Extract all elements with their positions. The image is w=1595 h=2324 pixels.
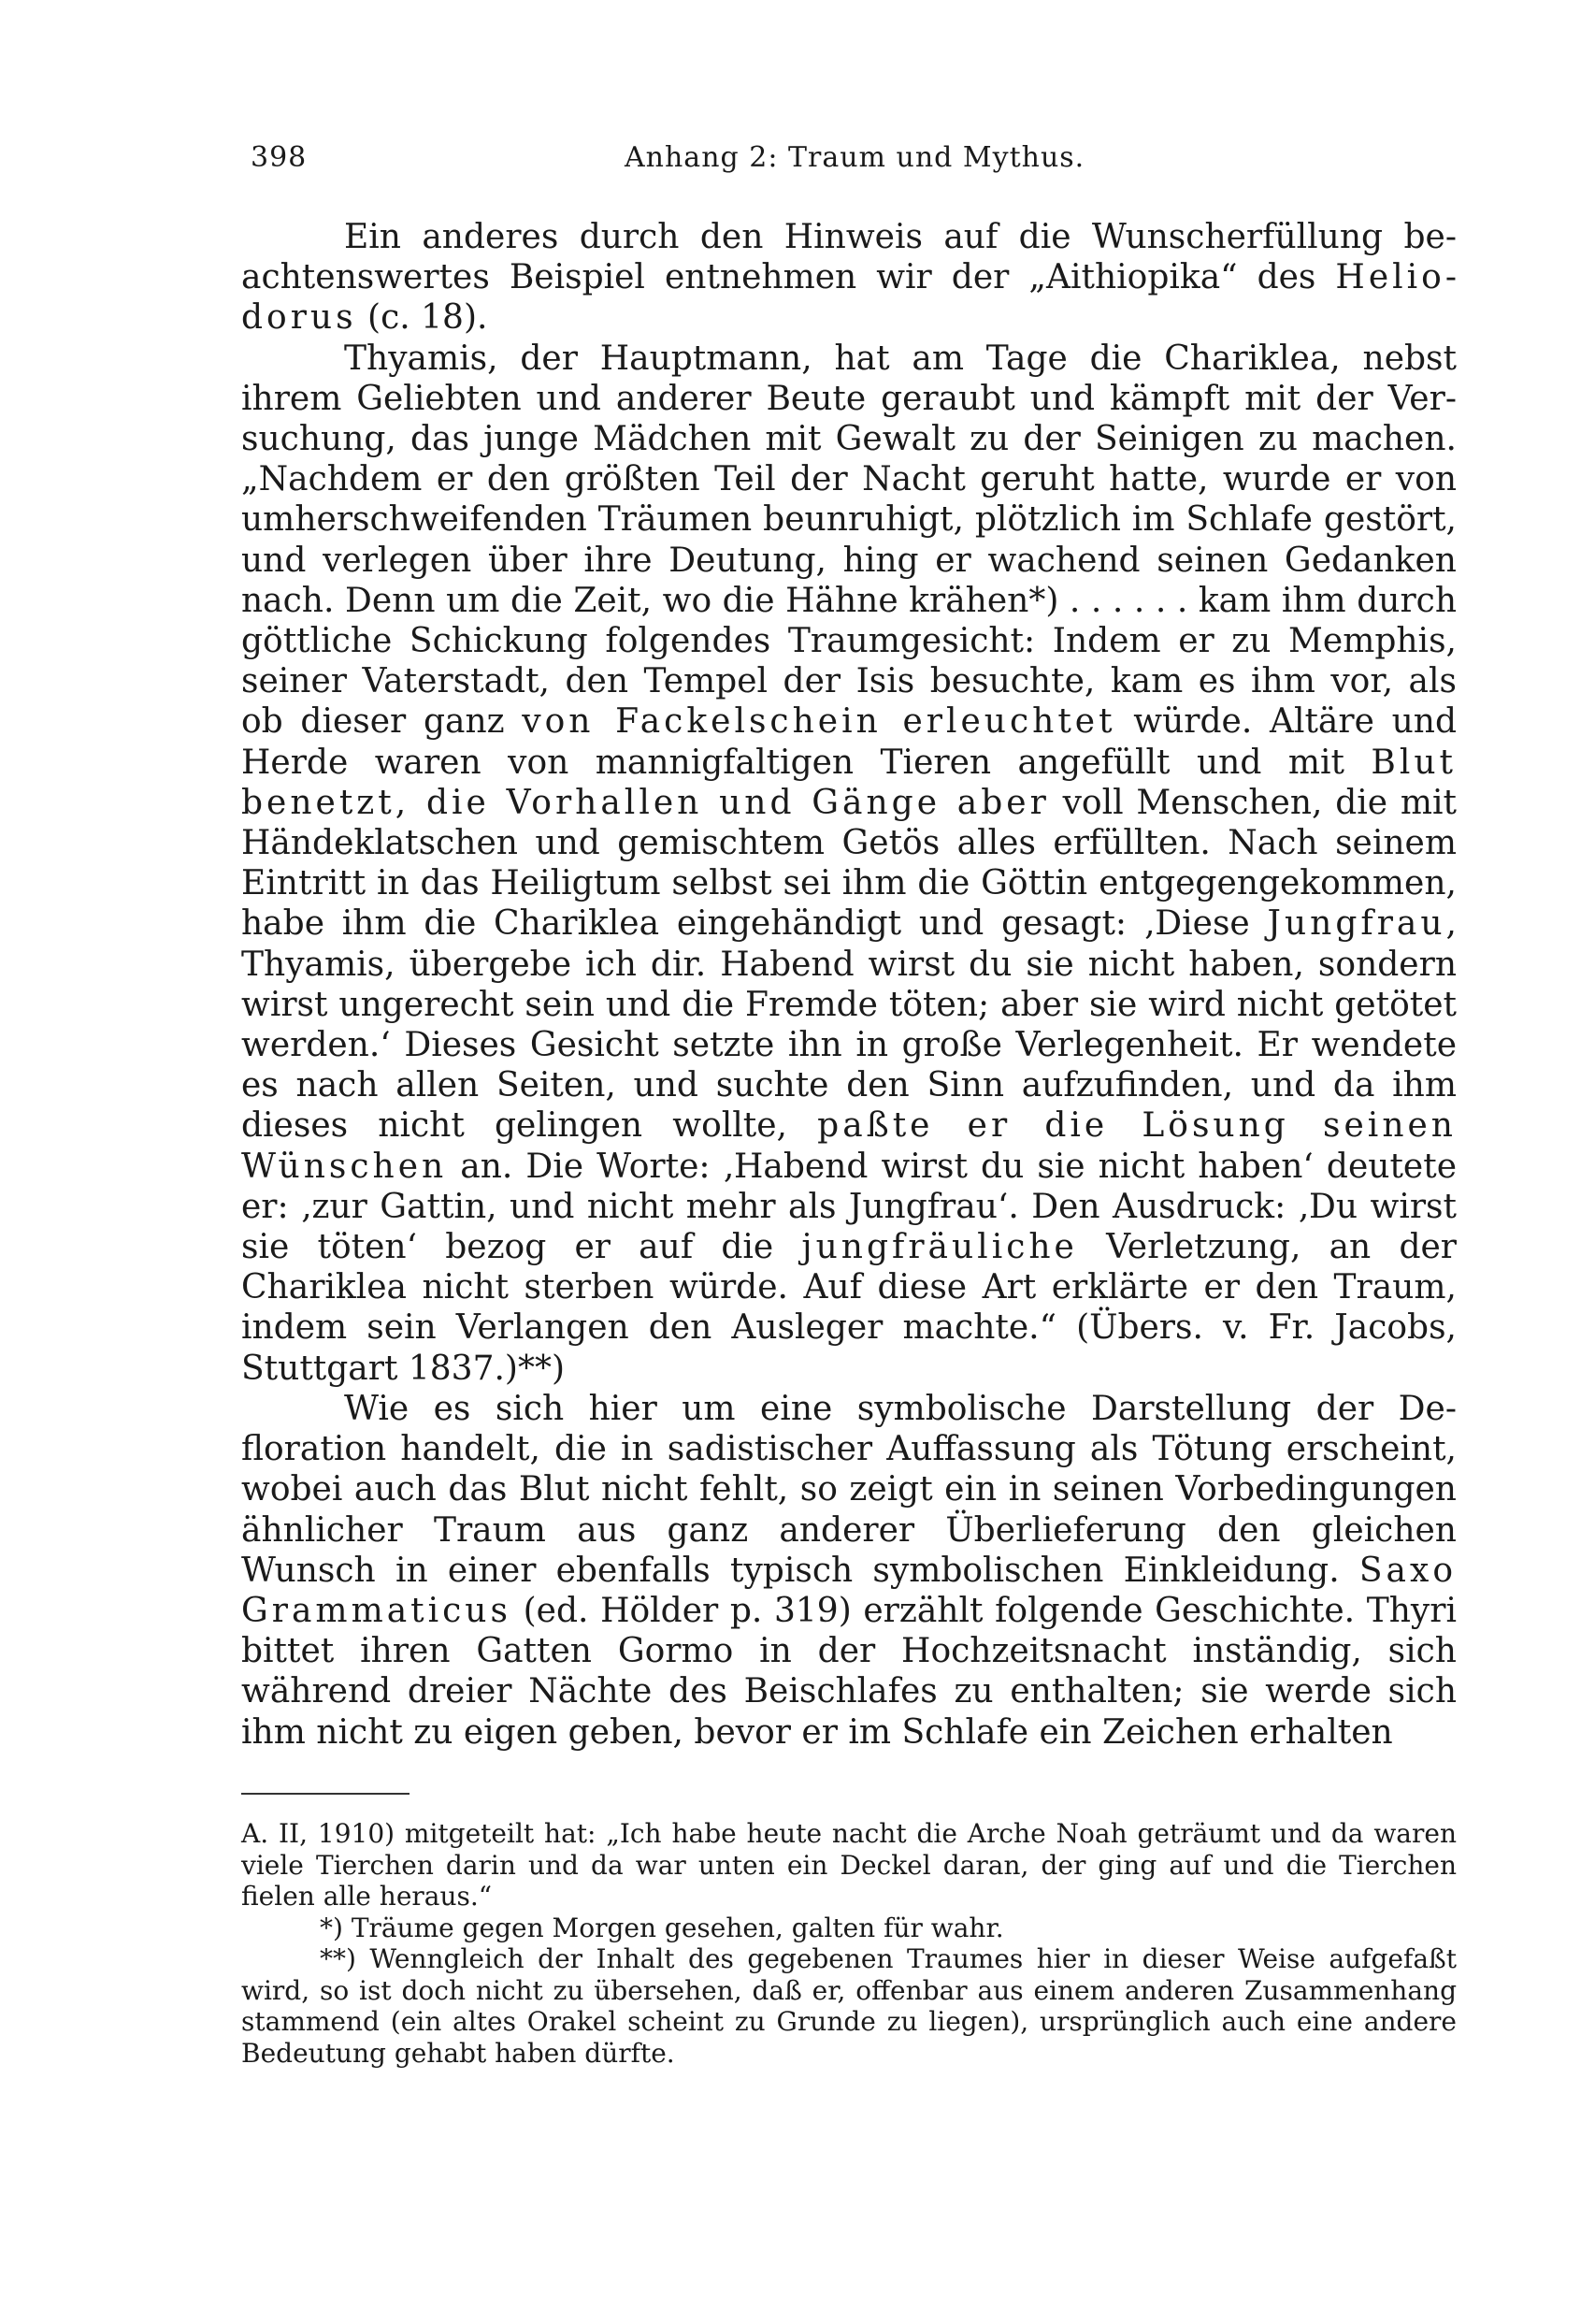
footnote-continuation: A. II, 1910) mitgeteilt hat: „Ich habe heute nacht die Arche Noah geträumt und da waren viele Tierchen darin und da war unten ein Deckel daran, der ging auf und die Tierchen fielen alle heraus.“	[241, 1818, 1457, 1912]
text-run: (c. 18).	[356, 298, 488, 338]
footnote-rule	[241, 1793, 410, 1795]
spaced-emphasis: Blut benetzt, die Vorhallen und Gänge aber	[241, 743, 1457, 822]
text-run: , Thyamis, übergebe ich dir. Habend wirst du sie nicht haben, sondern wirst ungerecht sein und die Fremde töten; aber sie wird nicht getötet werden.‘ Dieses Gesicht setzte ihn in große Verlegenheit. Er wendete es nach allen Seiten, und suchte den Sinn aufzufinden, und da ihm dieses nicht gelingen wollte,	[241, 904, 1457, 1146]
spaced-emphasis: Jungfrau	[1267, 904, 1446, 944]
text-run: voll Menschen, die mit Händeklatschen und gemischtem Getös alles erfüllten. Nach seinem Eintritt in das Heiligtum selbst sei ihm die Göttin entgegengekommen, habe ihm die Chariklea eingehändigt und gesagt: ‚Diese	[241, 783, 1457, 944]
text-run: an. Die Worte: ‚Habend wirst du sie nicht haben‘ deutete er: ‚zur Gattin, und nicht mehr als Jungfrau‘. Den Ausdruck: ‚Du wirst sie töten‘ bezog er auf die	[241, 1147, 1457, 1267]
text-run: Thyamis, der Hauptmann, hat am Tage die Chariklea, nebst ihrem Geliebten und anderer Beute geraubt und kämpft mit der Versuchung, das junge Mädchen mit Gewalt zu der Seinigen zu machen. „Nachdem er den größten Teil der Nacht geruht hatte, wurde er von umherschweifenden Träumen beunruhigt, plötzlich im Schlafe gestört, und verlegen über ihre Deutung, hing er wachend seinen Gedanken nach. Denn um die Zeit, wo die Hähne krähen*) . . . . . . kam ihm durch göttliche Schickung folgendes Traumgesicht: Indem er zu Memphis, seiner Vaterstadt, den Tempel der Isis besuchte, kam es ihm vor, als ob dieser ganz	[241, 339, 1457, 742]
footnote-2: **) Wenngleich der Inhalt des gegebenen Traumes hier in dieser Weise aufgefaßt wird, so ist doch nicht zu übersehen, daß er, offenbar aus einem anderen Zusammenhang stammend (ein altes Orakel scheint zu Grunde zu liegen), ursprünglich auch eine andere Bedeutung gehabt haben dürfte.	[241, 1943, 1457, 2069]
spaced-emphasis: jungfräuliche	[801, 1228, 1078, 1267]
spaced-emphasis: von Fackelschein erleuchtet	[522, 702, 1116, 742]
text-run: (ed. Hölder p. 319) erzählt folgende Geschichte. Thyri bittet ihren Gatten Gormo in der Hochzeitsnacht inständig, sich während dreier Nächte des Beischlafes zu enthalten; sie werde sich ihm nicht zu eigen geben, bevor er im Schlafe ein Zeichen erhalten	[241, 1591, 1457, 1752]
paragraph-3	[241, 1389, 1457, 1753]
footnote-1: *) Träume gegen Morgen gesehen, galten für wahr.	[320, 1912, 1004, 1943]
paragraph-1	[241, 217, 1457, 339]
text-run: Ein anderes durch den Hinweis auf die Wunscherfüllung beachtenswertes Beispiel entnehmen wir der „Aithiopika“ des	[241, 218, 1457, 297]
page-header	[241, 135, 1457, 181]
spaced-emphasis: Saxo Grammaticus	[241, 1551, 1457, 1630]
running-title: Anhang 2: Traum und Mythus.	[625, 141, 1085, 174]
footnotes	[241, 1818, 1457, 2069]
paragraph-2	[241, 339, 1457, 1389]
spaced-emphasis: Heliodorus	[241, 258, 1457, 338]
text-run: Wie es sich hier um eine symbolische Darstellung der Defloration handelt, die in sadistischer Auffassung als Tötung erscheint, wobei auch das Blut nicht fehlt, so zeigt ein in seinen Vorbedingungen ähnlicher Traum aus ganz anderer Überlieferung den gleichen Wunsch in einer ebenfalls typisch symbolischen Einkleidung.	[241, 1389, 1457, 1590]
main-text	[241, 217, 1457, 1753]
page-number: 398	[251, 141, 308, 174]
text-run: würde. Altäre und Herde waren von mannigfaltigen Tieren angefüllt und mit	[241, 702, 1458, 782]
spaced-emphasis: paßte er die Lösung seinen Wünschen	[241, 1106, 1457, 1186]
text-run: Verletzung, an der Chariklea nicht sterben würde. Auf diese Art erklärte er den Traum, indem sein Verlangen den Ausleger machte.“ (Übers. v. Fr. Jacobs, Stuttgart 1837.)**)	[241, 1228, 1457, 1388]
